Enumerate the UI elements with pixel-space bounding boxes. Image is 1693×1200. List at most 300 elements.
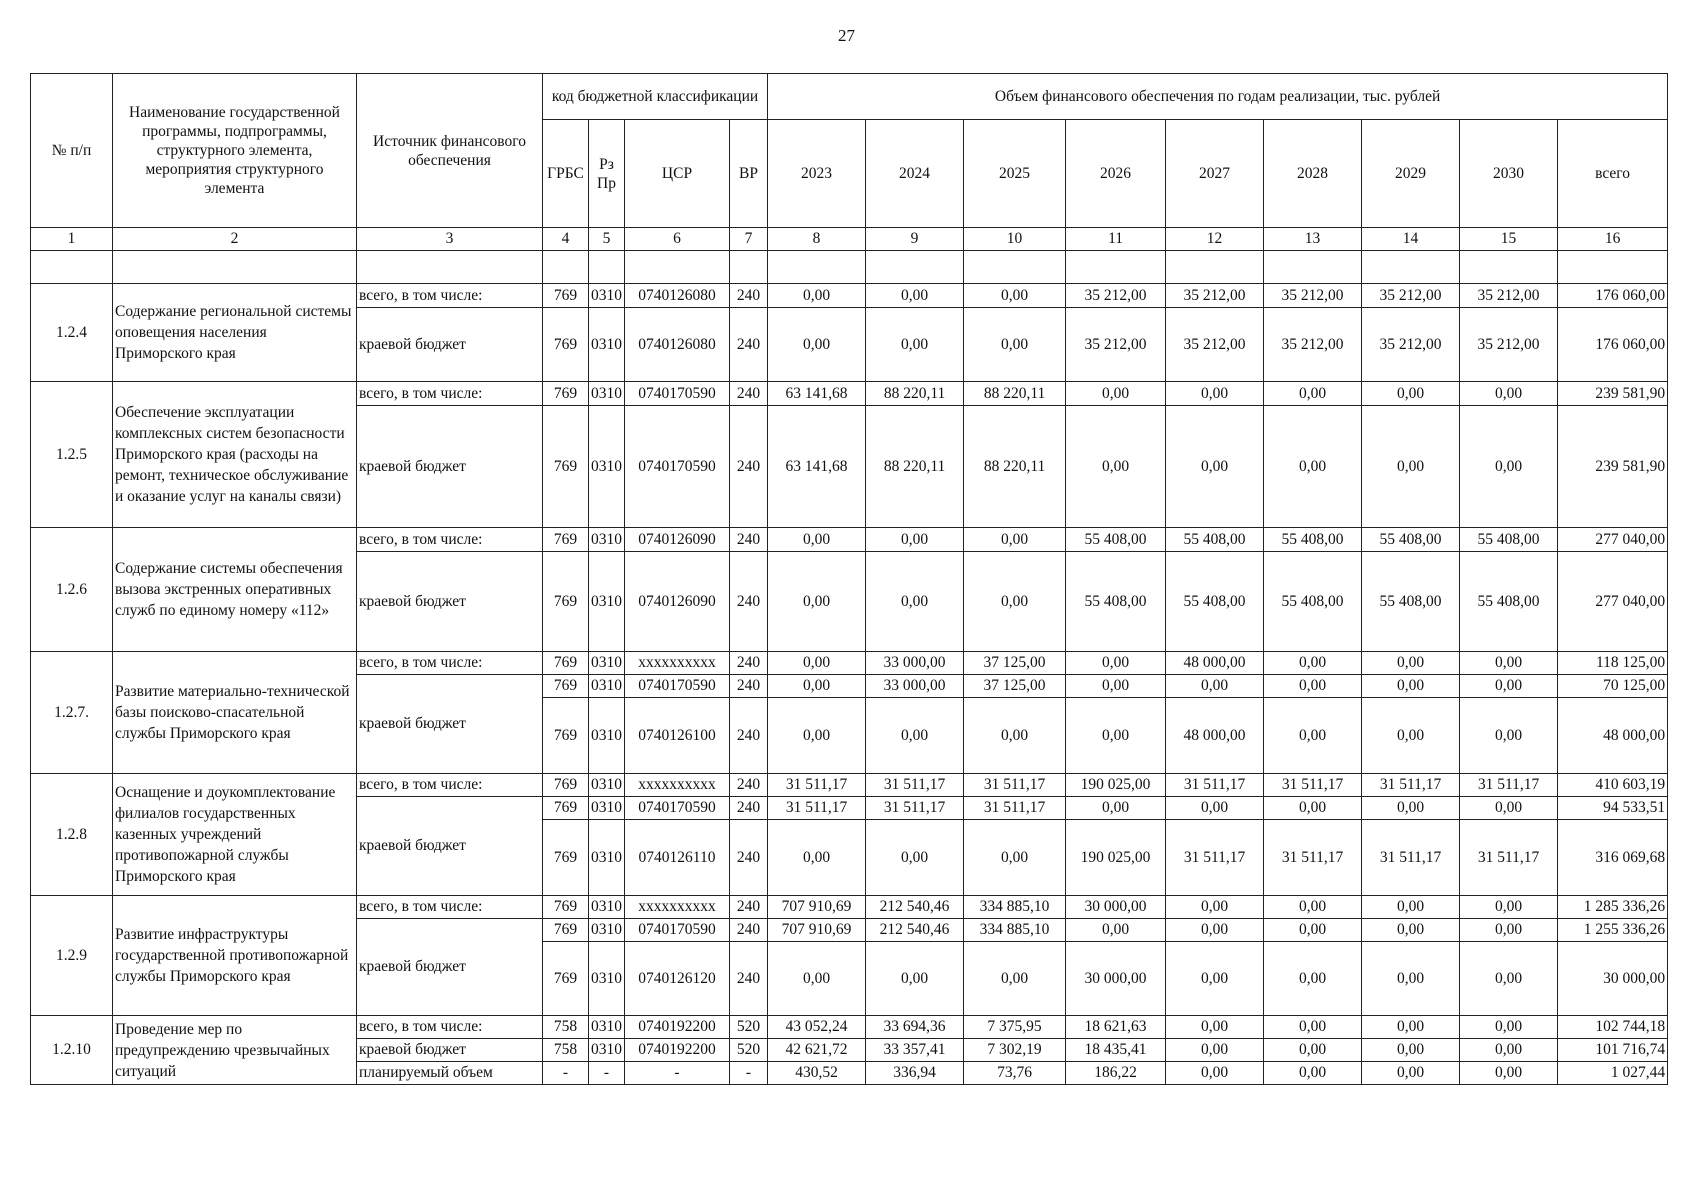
header-number: № п/п — [31, 74, 113, 228]
year-value: 31 511,17 — [768, 774, 866, 797]
year-value: 0,00 — [866, 528, 964, 552]
funding-source: всего, в том числе: — [357, 284, 543, 308]
vr-code: 240 — [730, 774, 768, 797]
total-value: 277 040,00 — [1558, 528, 1668, 552]
year-value: 186,22 — [1066, 1062, 1166, 1085]
rzpr-code: 0310 — [589, 382, 625, 406]
total-value: 48 000,00 — [1558, 698, 1668, 774]
column-number: 14 — [1362, 228, 1460, 251]
rzpr-code: 0310 — [589, 552, 625, 652]
funding-source: планируемый объем — [357, 1062, 543, 1085]
grbs-code: - — [543, 1062, 589, 1085]
table-row — [31, 774, 1668, 797]
year-value: 35 212,00 — [1264, 284, 1362, 308]
item-name: Обеспечение эксплуатации комплексных систем безопасности Приморского края (расходы на ремонт, техническое обслуживание и оказание услуг на каналы связи) — [113, 382, 357, 528]
year-value: 0,00 — [768, 528, 866, 552]
year-value: 0,00 — [1460, 1062, 1558, 1085]
csr-code: 0740170590 — [625, 797, 730, 820]
year-value: 35 212,00 — [1460, 284, 1558, 308]
year-value: 0,00 — [1264, 896, 1362, 919]
year-value: 0,00 — [1460, 797, 1558, 820]
grbs-code: 769 — [543, 382, 589, 406]
item-name: Оснащение и доукомплектование филиалов государственных казенных учреждений противопожарной службы Приморского края — [113, 774, 357, 896]
year-value: 0,00 — [1066, 797, 1166, 820]
vr-code: 240 — [730, 797, 768, 820]
header-volume-group: Объем финансового обеспечения по годам реализации, тыс. рублей — [768, 74, 1668, 120]
csr-code: 0740192200 — [625, 1039, 730, 1062]
funding-source: всего, в том числе: — [357, 1016, 543, 1039]
budget-table — [30, 73, 1668, 1085]
funding-source: краевой бюджет — [357, 797, 543, 896]
year-value: 0,00 — [1460, 382, 1558, 406]
year-value: 0,00 — [1460, 652, 1558, 675]
total-value: 94 533,51 — [1558, 797, 1668, 820]
year-value: 30 000,00 — [1066, 942, 1166, 1016]
total-value: 176 060,00 — [1558, 284, 1668, 308]
year-value: 0,00 — [1066, 919, 1166, 942]
year-value: 0,00 — [1264, 942, 1362, 1016]
csr-code: 0740126120 — [625, 942, 730, 1016]
rzpr-code: 0310 — [589, 284, 625, 308]
year-value: 0,00 — [1362, 942, 1460, 1016]
grbs-code: 769 — [543, 797, 589, 820]
rzpr-code: 0310 — [589, 797, 625, 820]
year-value: 31 511,17 — [1460, 774, 1558, 797]
rzpr-code: 0310 — [589, 698, 625, 774]
year-value: 35 212,00 — [1362, 284, 1460, 308]
column-number: 6 — [625, 228, 730, 251]
year-value: 35 212,00 — [1166, 308, 1264, 382]
year-value: 31 511,17 — [1166, 774, 1264, 797]
year-value: 31 511,17 — [964, 797, 1066, 820]
rzpr-code: 0310 — [589, 652, 625, 675]
year-value: 35 212,00 — [1066, 284, 1166, 308]
vr-code: 240 — [730, 675, 768, 698]
csr-code: 0740170590 — [625, 406, 730, 528]
year-value: 73,76 — [964, 1062, 1066, 1085]
funding-source: всего, в том числе: — [357, 774, 543, 797]
total-value: 277 040,00 — [1558, 552, 1668, 652]
year-value: 31 511,17 — [1264, 774, 1362, 797]
year-value: 31 511,17 — [1362, 820, 1460, 896]
year-value: 0,00 — [1264, 675, 1362, 698]
grbs-code: 769 — [543, 919, 589, 942]
header-year: 2030 — [1460, 120, 1558, 228]
budget-body — [31, 284, 1668, 1085]
year-value: 0,00 — [1362, 382, 1460, 406]
column-number: 8 — [768, 228, 866, 251]
vr-code: 240 — [730, 552, 768, 652]
year-value: 33 694,36 — [866, 1016, 964, 1039]
year-value: 0,00 — [1264, 1062, 1362, 1085]
year-value: 0,00 — [768, 698, 866, 774]
year-value: 88 220,11 — [866, 382, 964, 406]
table-row — [31, 284, 1668, 308]
header-rzpr: Рз Пр — [589, 120, 625, 228]
year-value: 88 220,11 — [964, 406, 1066, 528]
year-value: 0,00 — [1362, 797, 1460, 820]
grbs-code: 769 — [543, 942, 589, 1016]
total-value: 1 285 336,26 — [1558, 896, 1668, 919]
year-value: 0,00 — [1166, 797, 1264, 820]
year-value: 30 000,00 — [1066, 896, 1166, 919]
year-value: 0,00 — [1166, 896, 1264, 919]
grbs-code: 769 — [543, 652, 589, 675]
column-number: 12 — [1166, 228, 1264, 251]
year-value: 35 212,00 — [1166, 284, 1264, 308]
vr-code: 240 — [730, 896, 768, 919]
vr-code: 240 — [730, 382, 768, 406]
year-value: 0,00 — [768, 820, 866, 896]
year-value: 190 025,00 — [1066, 820, 1166, 896]
vr-code: 240 — [730, 652, 768, 675]
item-name: Развитие инфраструктуры государственной противопожарной службы Приморского края — [113, 896, 357, 1016]
year-value: 0,00 — [1460, 942, 1558, 1016]
year-value: 0,00 — [768, 942, 866, 1016]
year-value: 88 220,11 — [866, 406, 964, 528]
year-value: 7 375,95 — [964, 1016, 1066, 1039]
year-value: 0,00 — [1460, 1039, 1558, 1062]
year-value: 0,00 — [1460, 896, 1558, 919]
total-value: 1 255 336,26 — [1558, 919, 1668, 942]
table-row — [31, 528, 1668, 552]
funding-source: всего, в том числе: — [357, 528, 543, 552]
year-value: 707 910,69 — [768, 919, 866, 942]
year-value: 55 408,00 — [1166, 552, 1264, 652]
year-value: 0,00 — [1066, 382, 1166, 406]
year-value: 18 621,63 — [1066, 1016, 1166, 1039]
funding-source: всего, в том числе: — [357, 652, 543, 675]
vr-code: 240 — [730, 406, 768, 528]
csr-code: 0740192200 — [625, 1016, 730, 1039]
year-value: 31 511,17 — [768, 797, 866, 820]
rzpr-code: 0310 — [589, 528, 625, 552]
vr-code: - — [730, 1062, 768, 1085]
year-value: 0,00 — [1166, 675, 1264, 698]
year-value: 0,00 — [1166, 406, 1264, 528]
year-value: 31 511,17 — [964, 774, 1066, 797]
vr-code: 240 — [730, 528, 768, 552]
vr-code: 240 — [730, 284, 768, 308]
header-year: 2027 — [1166, 120, 1264, 228]
total-value: 239 581,90 — [1558, 382, 1668, 406]
item-number: 1.2.4 — [31, 284, 113, 382]
year-value: 0,00 — [866, 284, 964, 308]
vr-code: 240 — [730, 919, 768, 942]
column-number: 5 — [589, 228, 625, 251]
grbs-code: 769 — [543, 774, 589, 797]
year-value: 0,00 — [964, 698, 1066, 774]
year-value: 0,00 — [964, 284, 1066, 308]
header-year: 2029 — [1362, 120, 1460, 228]
year-value: 0,00 — [768, 308, 866, 382]
year-value: 0,00 — [1066, 652, 1166, 675]
year-value: 55 408,00 — [1264, 552, 1362, 652]
grbs-code: 769 — [543, 698, 589, 774]
vr-code: 240 — [730, 820, 768, 896]
year-value: 0,00 — [1264, 382, 1362, 406]
column-number: 13 — [1264, 228, 1362, 251]
year-value: 0,00 — [1362, 919, 1460, 942]
year-value: 212 540,46 — [866, 919, 964, 942]
year-value: 0,00 — [1460, 698, 1558, 774]
year-value: 0,00 — [1362, 896, 1460, 919]
header-year: 2023 — [768, 120, 866, 228]
year-value: 35 212,00 — [1460, 308, 1558, 382]
total-value: 118 125,00 — [1558, 652, 1668, 675]
year-value: 0,00 — [1264, 1016, 1362, 1039]
year-value: 0,00 — [1166, 1039, 1264, 1062]
item-name: Развитие материально-технической базы поисково-спасательной службы Приморского края — [113, 652, 357, 774]
column-number: 1 — [31, 228, 113, 251]
header-vr: ВР — [730, 120, 768, 228]
year-value: 0,00 — [866, 942, 964, 1016]
year-value: 0,00 — [1362, 675, 1460, 698]
column-number: 11 — [1066, 228, 1166, 251]
year-value: 430,52 — [768, 1062, 866, 1085]
column-number: 2 — [113, 228, 357, 251]
rzpr-code: 0310 — [589, 675, 625, 698]
grbs-code: 758 — [543, 1016, 589, 1039]
year-value: 31 511,17 — [1166, 820, 1264, 896]
year-value: 63 141,68 — [768, 382, 866, 406]
csr-code: 0740126080 — [625, 284, 730, 308]
year-value: 18 435,41 — [1066, 1039, 1166, 1062]
year-value: 63 141,68 — [768, 406, 866, 528]
year-value: 0,00 — [866, 698, 964, 774]
year-value: 0,00 — [768, 284, 866, 308]
grbs-code: 769 — [543, 528, 589, 552]
year-value: 35 212,00 — [1066, 308, 1166, 382]
rzpr-code: 0310 — [589, 308, 625, 382]
table-row — [31, 896, 1668, 919]
csr-code: xxxxxxxxxx — [625, 652, 730, 675]
year-value: 334 885,10 — [964, 896, 1066, 919]
vr-code: 520 — [730, 1016, 768, 1039]
year-value: 0,00 — [1264, 698, 1362, 774]
year-value: 33 357,41 — [866, 1039, 964, 1062]
rzpr-code: 0310 — [589, 774, 625, 797]
year-value: 33 000,00 — [866, 675, 964, 698]
table-row — [31, 382, 1668, 406]
header-total: всего — [1558, 120, 1668, 228]
year-value: 0,00 — [866, 820, 964, 896]
year-value: 31 511,17 — [1362, 774, 1460, 797]
column-number: 10 — [964, 228, 1066, 251]
year-value: 37 125,00 — [964, 675, 1066, 698]
year-value: 334 885,10 — [964, 919, 1066, 942]
header-grbs: ГРБС — [543, 120, 589, 228]
year-value: 0,00 — [1460, 675, 1558, 698]
year-value: 31 511,17 — [1264, 820, 1362, 896]
funding-source: краевой бюджет — [357, 675, 543, 774]
year-value: 0,00 — [768, 675, 866, 698]
year-value: 0,00 — [964, 820, 1066, 896]
total-value: 410 603,19 — [1558, 774, 1668, 797]
year-value: 88 220,11 — [964, 382, 1066, 406]
csr-code: xxxxxxxxxx — [625, 896, 730, 919]
year-value: 0,00 — [964, 528, 1066, 552]
year-value: 0,00 — [1460, 919, 1558, 942]
header-year: 2026 — [1066, 120, 1166, 228]
item-number: 1.2.10 — [31, 1016, 113, 1085]
total-value: 1 027,44 — [1558, 1062, 1668, 1085]
year-value: 42 621,72 — [768, 1039, 866, 1062]
year-value: 336,94 — [866, 1062, 964, 1085]
grbs-code: 769 — [543, 675, 589, 698]
column-number: 4 — [543, 228, 589, 251]
year-value: 0,00 — [1460, 1016, 1558, 1039]
year-value: 48 000,00 — [1166, 698, 1264, 774]
year-value: 55 408,00 — [1264, 528, 1362, 552]
blank-row — [31, 251, 1668, 284]
vr-code: 240 — [730, 942, 768, 1016]
table-row — [31, 1016, 1668, 1039]
funding-source: краевой бюджет — [357, 406, 543, 528]
year-value: 35 212,00 — [1362, 308, 1460, 382]
csr-code: - — [625, 1062, 730, 1085]
funding-source: краевой бюджет — [357, 1039, 543, 1062]
year-value: 55 408,00 — [1460, 528, 1558, 552]
year-value: 0,00 — [1264, 652, 1362, 675]
header-year: 2028 — [1264, 120, 1362, 228]
page-number: 27 — [838, 26, 855, 45]
item-number: 1.2.5 — [31, 382, 113, 528]
year-value: 48 000,00 — [1166, 652, 1264, 675]
year-value: 55 408,00 — [1166, 528, 1264, 552]
header-code-group: код бюджетной классификации — [543, 74, 768, 120]
funding-source: краевой бюджет — [357, 308, 543, 382]
year-value: 0,00 — [768, 552, 866, 652]
year-value: 0,00 — [866, 552, 964, 652]
column-number: 16 — [1558, 228, 1668, 251]
csr-code: xxxxxxxxxx — [625, 774, 730, 797]
csr-code: 0740126110 — [625, 820, 730, 896]
rzpr-code: 0310 — [589, 1039, 625, 1062]
csr-code: 0740170590 — [625, 919, 730, 942]
csr-code: 0740126100 — [625, 698, 730, 774]
rzpr-code: 0310 — [589, 406, 625, 528]
total-value: 30 000,00 — [1558, 942, 1668, 1016]
item-number: 1.2.9 — [31, 896, 113, 1016]
header-year: 2025 — [964, 120, 1066, 228]
year-value: 0,00 — [1264, 797, 1362, 820]
year-value: 0,00 — [1166, 1062, 1264, 1085]
total-value: 70 125,00 — [1558, 675, 1668, 698]
year-value: 0,00 — [964, 308, 1066, 382]
year-value: 37 125,00 — [964, 652, 1066, 675]
year-value: 35 212,00 — [1264, 308, 1362, 382]
rzpr-code: 0310 — [589, 820, 625, 896]
year-value: 0,00 — [1166, 942, 1264, 1016]
header-csr: ЦСР — [625, 120, 730, 228]
grbs-code: 769 — [543, 406, 589, 528]
item-name: Проведение мер по предупреждению чрезвычайных ситуаций — [113, 1016, 357, 1085]
funding-source: всего, в том числе: — [357, 382, 543, 406]
header-name: Наименование государственной программы, подпрограммы, структурного элемента, мероприятия структурного элемента — [113, 74, 357, 228]
year-value: 0,00 — [1362, 652, 1460, 675]
header-source: Источник финансового обеспечения — [357, 74, 543, 228]
year-value: 0,00 — [768, 652, 866, 675]
year-value: 0,00 — [1166, 382, 1264, 406]
year-value: 55 408,00 — [1066, 552, 1166, 652]
year-value: 31 511,17 — [866, 774, 964, 797]
year-value: 33 000,00 — [866, 652, 964, 675]
total-value: 102 744,18 — [1558, 1016, 1668, 1039]
year-value: 0,00 — [1264, 406, 1362, 528]
year-value: 707 910,69 — [768, 896, 866, 919]
year-value: 43 052,24 — [768, 1016, 866, 1039]
year-value: 7 302,19 — [964, 1039, 1066, 1062]
rzpr-code: 0310 — [589, 942, 625, 1016]
year-value: 0,00 — [1460, 406, 1558, 528]
year-value: 0,00 — [1362, 1039, 1460, 1062]
year-value: 55 408,00 — [1460, 552, 1558, 652]
year-value: 0,00 — [1362, 406, 1460, 528]
table-row — [31, 652, 1668, 675]
total-value: 176 060,00 — [1558, 308, 1668, 382]
item-name: Содержание системы обеспечения вызова экстренных оперативных служб по единому номеру «112» — [113, 528, 357, 652]
column-number-row — [31, 228, 1668, 251]
year-value: 0,00 — [1066, 675, 1166, 698]
year-value: 0,00 — [1362, 698, 1460, 774]
csr-code: 0740170590 — [625, 382, 730, 406]
item-number: 1.2.7. — [31, 652, 113, 774]
funding-source: краевой бюджет — [357, 552, 543, 652]
year-value: 55 408,00 — [1362, 552, 1460, 652]
rzpr-code: 0310 — [589, 896, 625, 919]
column-number: 3 — [357, 228, 543, 251]
grbs-code: 769 — [543, 284, 589, 308]
column-number: 7 — [730, 228, 768, 251]
funding-source: краевой бюджет — [357, 919, 543, 1016]
total-value: 101 716,74 — [1558, 1039, 1668, 1062]
year-value: 31 511,17 — [866, 797, 964, 820]
year-value: 0,00 — [1166, 919, 1264, 942]
vr-code: 520 — [730, 1039, 768, 1062]
item-number: 1.2.8 — [31, 774, 113, 896]
year-value: 0,00 — [1166, 1016, 1264, 1039]
item-number: 1.2.6 — [31, 528, 113, 652]
year-value: 0,00 — [1362, 1016, 1460, 1039]
year-value: 0,00 — [866, 308, 964, 382]
year-value: 0,00 — [1066, 698, 1166, 774]
rzpr-code: 0310 — [589, 919, 625, 942]
vr-code: 240 — [730, 698, 768, 774]
grbs-code: 769 — [543, 552, 589, 652]
year-value: 0,00 — [1264, 919, 1362, 942]
year-value: 0,00 — [1362, 1062, 1460, 1085]
year-value: 190 025,00 — [1066, 774, 1166, 797]
rzpr-code: 0310 — [589, 1016, 625, 1039]
csr-code: 0740170590 — [625, 675, 730, 698]
vr-code: 240 — [730, 308, 768, 382]
year-value: 0,00 — [964, 552, 1066, 652]
item-name: Содержание региональной системы оповещения населения Приморского края — [113, 284, 357, 382]
year-value: 212 540,46 — [866, 896, 964, 919]
year-value: 55 408,00 — [1362, 528, 1460, 552]
year-value: 0,00 — [964, 942, 1066, 1016]
column-number: 9 — [866, 228, 964, 251]
year-value: 0,00 — [1264, 1039, 1362, 1062]
total-value: 239 581,90 — [1558, 406, 1668, 528]
total-value: 316 069,68 — [1558, 820, 1668, 896]
csr-code: 0740126080 — [625, 308, 730, 382]
rzpr-code: - — [589, 1062, 625, 1085]
csr-code: 0740126090 — [625, 552, 730, 652]
year-value: 55 408,00 — [1066, 528, 1166, 552]
header-year: 2024 — [866, 120, 964, 228]
